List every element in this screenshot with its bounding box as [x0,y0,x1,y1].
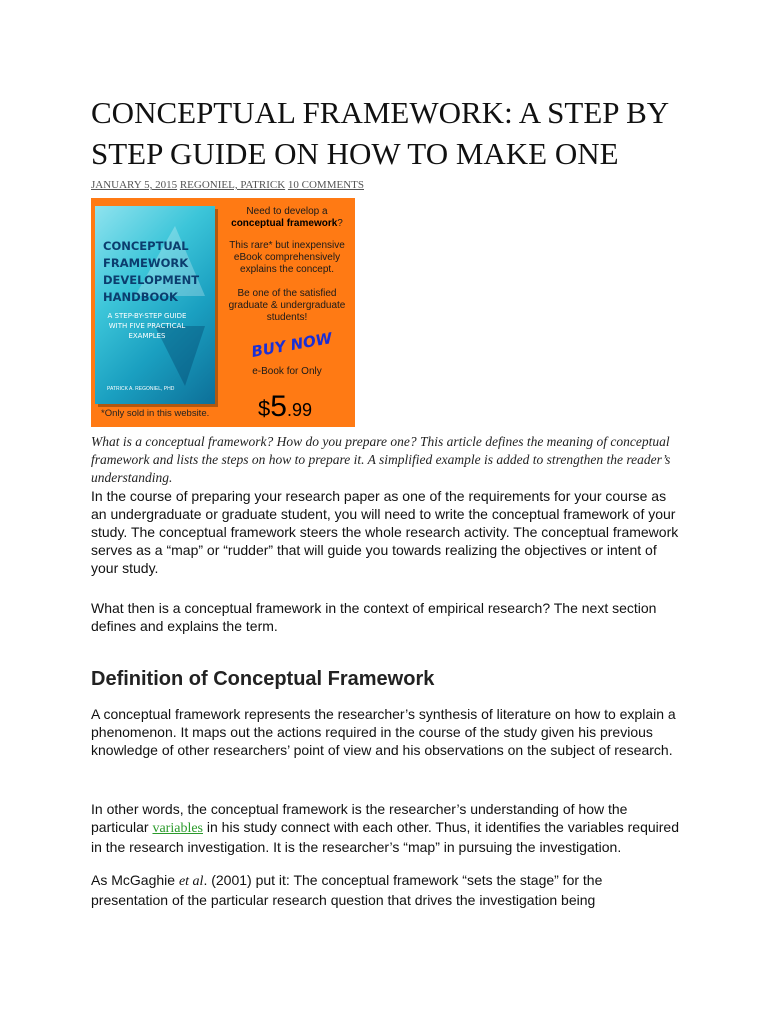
variables-link[interactable]: variables [152,821,203,836]
ebook-ad-banner[interactable] [91,198,355,427]
price-cents: .99 [286,400,312,420]
ad-description: This rare* but inexpensive eBook comprehensively explains the concept. [229,240,345,275]
author-link[interactable]: REGONIEL, PATRICK [179,179,286,191]
paragraph-5-text-a: As McGaghie [91,872,179,888]
ad-headline [221,206,353,230]
ad-price [258,390,312,424]
book-cover-title: CONCEPTUAL FRAMEWORK DEVELOPMENT HANDBOOK [103,239,200,304]
section-heading: Definition of Conceptual Framework [91,668,435,690]
paragraph-3: A conceptual framework represents the researcher’s synthesis of literature on how to explain a phenomenon. It maps out the actions required in the course of the study given his previous knowledge of other researchers’ point of view and his observations on the subject of research. [91,706,676,758]
intro-paragraph: What is a conceptual framework? How do you prepare one? This article defines the meaning of conceptual framework and lists the steps on how to prepare it. A simplified example is added to strengthen the reader’s understanding. [91,434,671,485]
paragraph-1: In the course of preparing your research paper as one of the requirements for your course as an undergraduate or graduate student, you will need to write the conceptual framework of your study. The conceptual framework steers the whole research activity. The conceptual framework serves as a “map” or “rudder” that will guide you towards realizing the objectives or intent of your study. [91,488,679,576]
buy-now-button[interactable]: BUY NOW [250,329,334,361]
ad-need-highlight: conceptual framework [231,218,338,229]
ad-only-sold-note: *Only sold in this website. [101,408,210,419]
book-cover-subtitle: A STEP-BY-STEP GUIDE WITH FIVE PRACTICAL EXAMPLES [107,312,187,340]
book-cover-image [95,206,215,404]
ad-need-question: ? [337,218,343,229]
article-meta [91,179,364,191]
article-title: CONCEPTUAL FRAMEWORK: A STEP BY STEP GUIDE ON HOW TO MAKE ONE [91,95,669,171]
paragraph-2: What then is a conceptual framework in the context of empirical research? The next section defines and explains the term. [91,600,657,634]
paragraph-5-text-b: . (2001) put it: The conceptual framework “sets the stage” for the presentation of the particular research question that drives the investigation being [91,872,603,908]
paragraph-5-etal: et al [178,874,204,889]
paragraph-5 [91,871,681,909]
price-whole: 5 [270,390,287,423]
ad-ebook-for: e-Book for Only [252,366,322,377]
paragraph-4 [91,800,681,856]
paragraph-4-text-a: In other words, the conceptual framework is the researcher’s understanding of how the particular [91,801,628,835]
comments-link[interactable]: 10 COMMENTS [287,179,364,191]
paragraph-4-text-b: in his study connect with each other. Thus, it identifies the variables required in the research investigation. It is the researcher’s “map” in pursuing the investigation. [91,819,680,855]
price-symbol: $ [258,396,271,421]
post-date[interactable]: JANUARY 5, 2015 [91,179,178,191]
book-cover-author: PATRICK A. REGONIEL, PHD [107,386,175,392]
ad-satisfied-text: Be one of the satisfied graduate & undergraduate students! [228,288,346,323]
ad-need-line: Need to develop a [246,206,328,217]
